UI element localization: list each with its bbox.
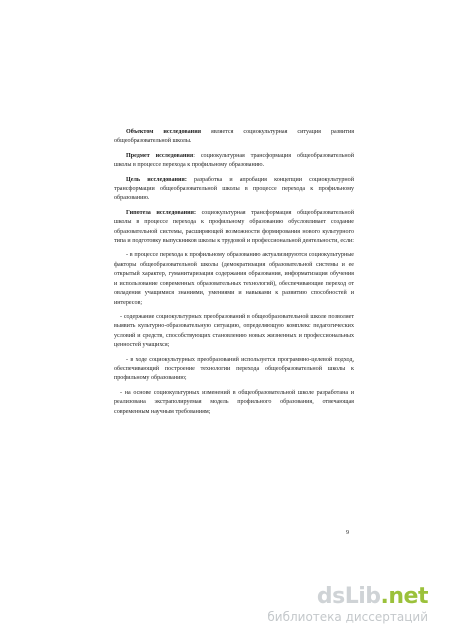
- paragraph-lead: Цель исследования:: [126, 176, 187, 183]
- watermark-brand: dsLib: [316, 584, 381, 609]
- paragraph-hypothesis: [114, 209, 354, 247]
- list-item: [114, 251, 354, 307]
- paragraph-text: : социокультурная трансформация общеобразовательной школы в процессе перехода к профильному образованию.: [114, 152, 354, 169]
- paragraph-text: - на основе социокультурных изменений в общеобразовательной школе разработана и реализована экстраполируемая модель профильного образования, отвечающая современным научным требованиям;: [114, 389, 354, 415]
- document-body: [114, 128, 354, 422]
- list-item: [114, 313, 354, 351]
- paragraph-text: - в ходе социокультурных преобразований используется программно-целевой подход, обеспечивающий построение технологии перехода общеобразовательной школы к профильному образованию;: [114, 356, 354, 382]
- watermark-logo: [267, 586, 428, 608]
- paragraph-goal: [114, 176, 354, 204]
- watermark-tld: .net: [380, 584, 428, 609]
- paragraph-text: является социокультурная ситуация развития общеобразовательной школы.: [114, 129, 355, 145]
- paragraph-lead: Гипотеза исследования:: [126, 209, 197, 216]
- paragraph-text: социокультурная трансформация общеобразовательной школы в процессе перехода к профильному образованию обусловливает создание образовательной системы, расширяющей возможности формирования нового культурного типа и подготовку выпускников школы к трудовой и профессиональной деятельности, если:: [114, 209, 354, 245]
- paragraph-lead: Объектом исследования: [126, 129, 202, 135]
- list-item: [114, 356, 354, 384]
- page-number: 9: [346, 530, 349, 536]
- paragraph-text: - содержание социокультурных преобразований в общеобразовательной школе позволяет выявить культурно-образовательную ситуацию, определяющую комплекс педагогических условий и средств, способствующих становлению новых жизненных и профессиональных ценностей учащихся;: [114, 313, 354, 349]
- paragraph-text: - в процессе перехода к профильному образованию актуализируются социокультурные факторы общеобразовательной школы (демократизация образовательной системы и ее открытый характер, гуманитаризация содержания образования, информатизация обучения и использование современных образовательных технологий), обеспечивающие переход от овладения учащимися знаниями, умениями и навыками к развитию способностей и интересов;: [114, 252, 354, 306]
- paragraph-object: [114, 128, 354, 147]
- paragraph-lead: Предмет исследования: [126, 152, 194, 159]
- paragraph-subject: [114, 152, 354, 171]
- list-item: [114, 389, 354, 417]
- watermark[interactable]: [267, 586, 428, 624]
- paragraph-text: разработка и апробация концепции социокультурной трансформации общеобразовательной школы в процессе перехода к профильному образованию.: [114, 176, 354, 202]
- watermark-subtitle: библиотека диссертаций: [267, 610, 428, 624]
